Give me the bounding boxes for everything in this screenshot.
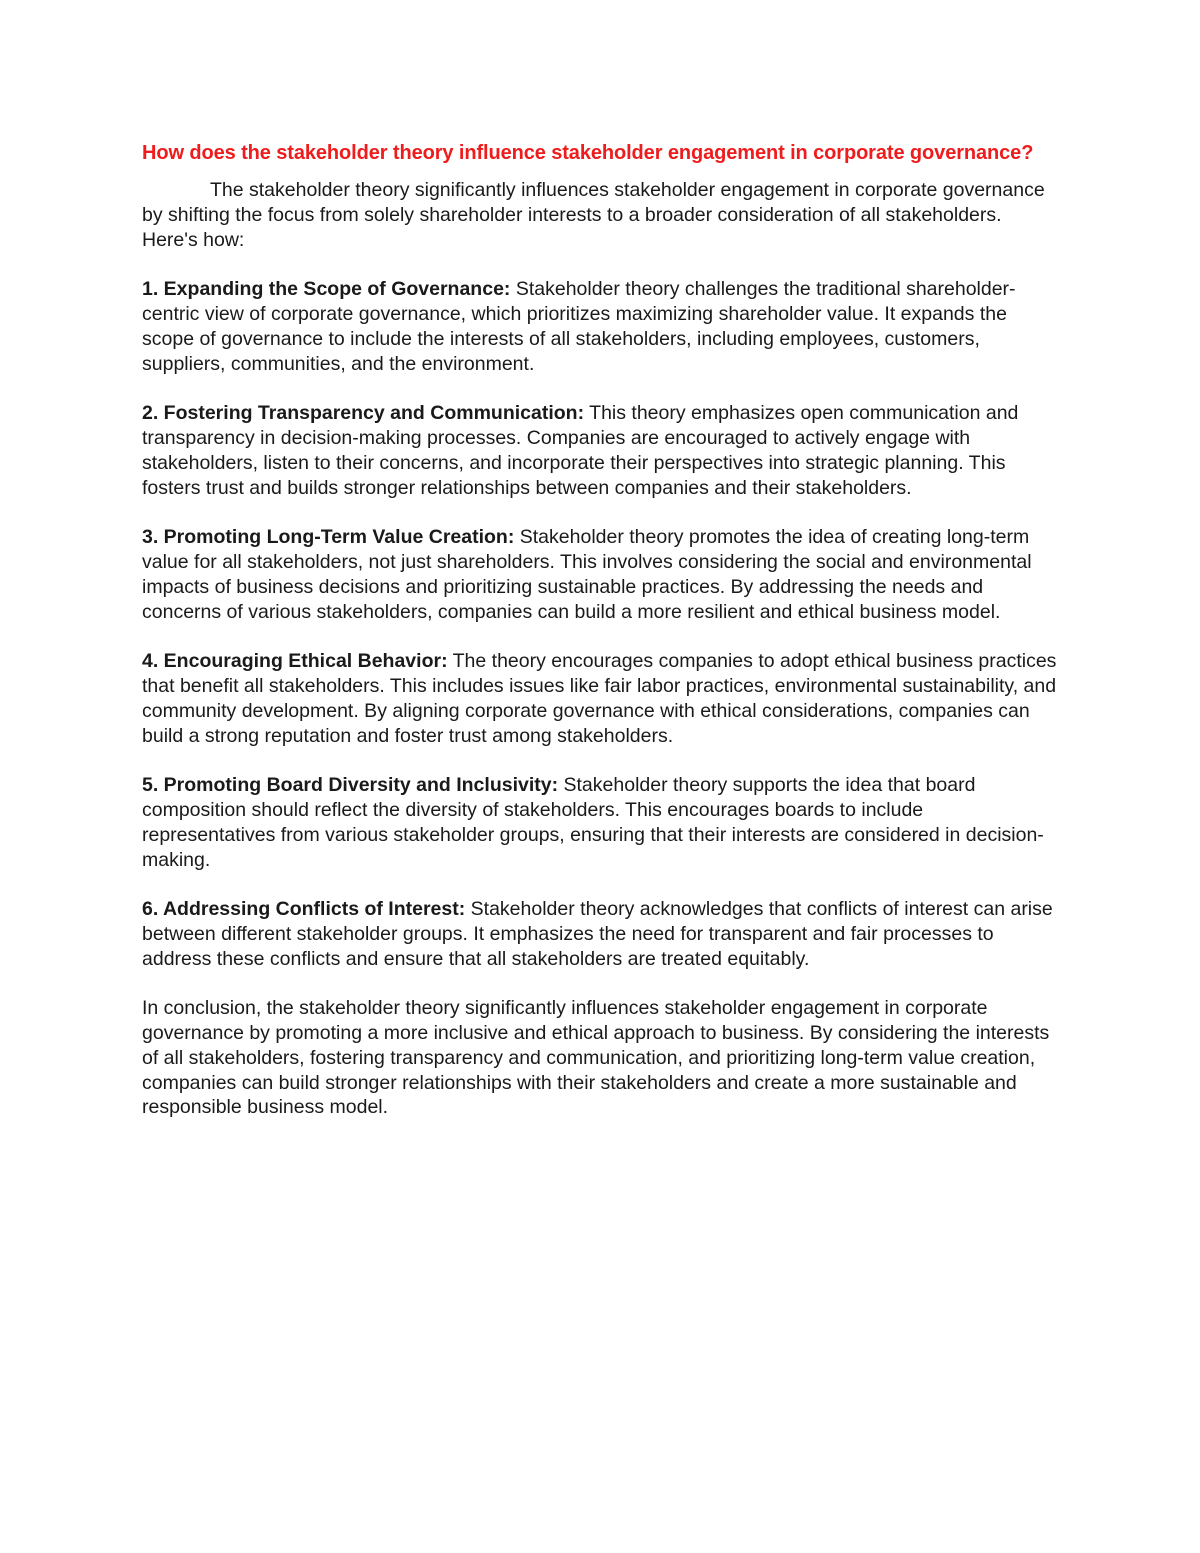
list-item <box>142 773 1060 872</box>
document-title: How does the stakeholder theory influence stakeholder engagement in corporate governance? <box>142 142 1034 164</box>
item-heading: 5. Promoting Board Diversity and Inclusivity: <box>142 774 559 797</box>
item-body: Stakeholder theory supports the idea that board composition should reflect the diversity of stakeholders. This encourages boards to include representatives from various stakeholder groups, ensuring that their interests are considered in decision-making. <box>142 774 1044 871</box>
item-body: Stakeholder theory acknowledges that conflicts of interest can arise between different stakeholder groups. It emphasizes the need for transparent and fair processes to address these conflicts and ensure that all stakeholders are treated equitably. <box>142 898 1053 970</box>
conclusion-paragraph: In conclusion, the stakeholder theory significantly influences stakeholder engagement in corporate governance by promoting a more inclusive and ethical approach to business. By considering the interests of all stakeholders, fostering transparency and communication, and prioritizing long-term value creation, companies can build stronger relationships with their stakeholders and create a more sustainable and responsible business model. <box>142 997 1050 1119</box>
item-heading: 6. Addressing Conflicts of Interest: <box>142 898 466 921</box>
item-body: Stakeholder theory promotes the idea of creating long-term value for all stakeholders, not just shareholders. This involves considering the social and environmental impacts of business decisions and prioritizing sustainable practices. By addressing the needs and concerns of various stakeholders, companies can build a more resilient and ethical business model. <box>142 526 1032 623</box>
item-body: Stakeholder theory challenges the traditional shareholder-centric view of corporate governance, which prioritizes maximizing shareholder value. It expands the scope of governance to include the interests of all stakeholders, including employees, customers, suppliers, communities, and the environment. <box>142 278 1016 375</box>
item-heading: 1. Expanding the Scope of Governance: <box>142 278 511 301</box>
list-item <box>142 897 1060 971</box>
document-page <box>142 141 1060 1145</box>
list-item <box>142 649 1060 748</box>
item-heading: 3. Promoting Long-Term Value Creation: <box>142 526 515 549</box>
list-item <box>142 525 1060 624</box>
item-heading: 2. Fostering Transparency and Communication: <box>142 402 585 425</box>
list-item <box>142 401 1060 500</box>
intro-paragraph: The stakeholder theory significantly influences stakeholder engagement in corporate governance by shifting the focus from solely shareholder interests to a broader consideration of all stakeholders. Here's how: <box>142 179 1045 251</box>
list-item <box>142 277 1060 376</box>
item-body: This theory emphasizes open communication and transparency in decision-making processes. Companies are encouraged to actively engage with stakeholders, listen to their concerns, and incorporate their perspectives into strategic planning. This fosters trust and builds stronger relationships between companies and their stakeholders. <box>142 402 1019 499</box>
item-heading: 4. Encouraging Ethical Behavior: <box>142 650 448 673</box>
item-body: The theory encourages companies to adopt ethical business practices that benefit all stakeholders. This includes issues like fair labor practices, environmental sustainability, and community development. By aligning corporate governance with ethical considerations, companies can build a strong reputation and foster trust among stakeholders. <box>142 650 1057 747</box>
